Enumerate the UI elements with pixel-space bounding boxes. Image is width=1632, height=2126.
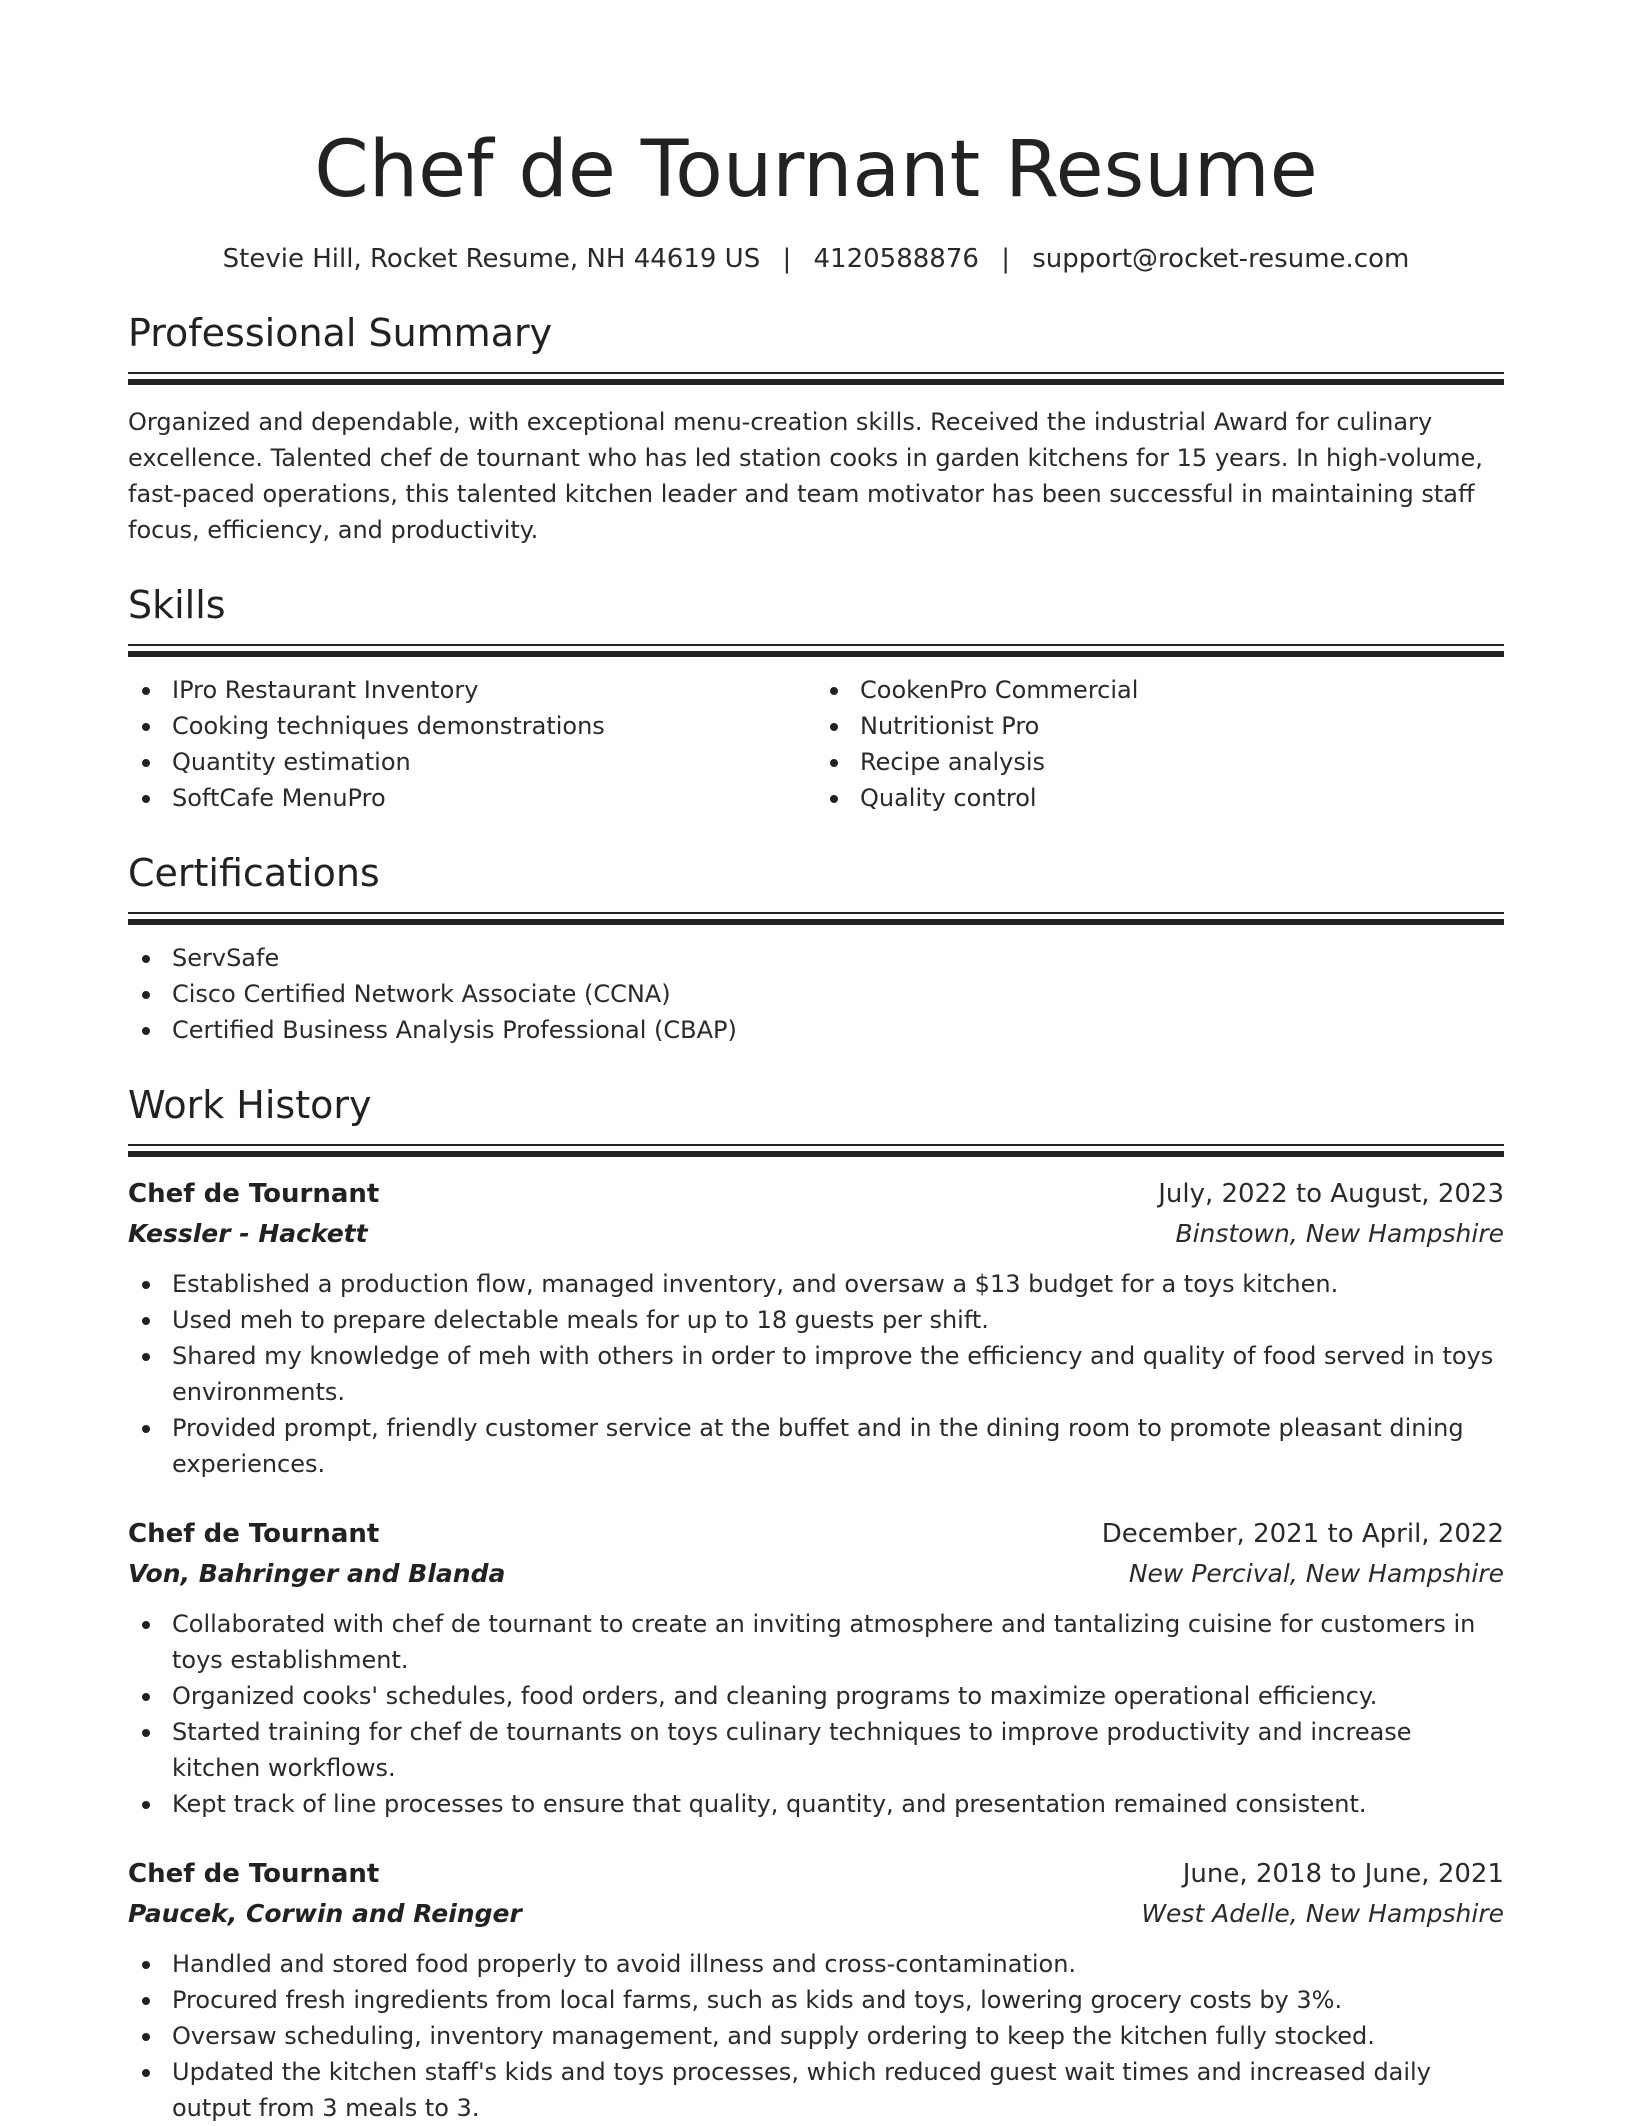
job-company: Kessler - Hackett xyxy=(128,1219,368,1248)
job-title: Chef de Tournant xyxy=(128,1519,380,1549)
job-bullet: Procured fresh ingredients from local farms, such as kids and toys, lowering grocery costs by 3%. xyxy=(128,1982,1504,2018)
skill-item: IPro Restaurant Inventory xyxy=(128,672,816,708)
job-title: Chef de Tournant xyxy=(128,1859,380,1889)
job-bullet: Collaborated with chef de tournant to create an inviting atmosphere and tantalizing cuisine for customers in toys establishment. xyxy=(128,1606,1504,1678)
job-dates: December, 2021 to April, 2022 xyxy=(1101,1519,1504,1549)
job-header-row xyxy=(128,1174,1504,1214)
job-company: Paucek, Corwin and Reinger xyxy=(128,1899,522,1928)
certification-item: Cisco Certified Network Associate (CCNA) xyxy=(128,976,1504,1012)
skill-item: SoftCafe MenuPro xyxy=(128,780,816,816)
section-professional-summary xyxy=(128,310,1504,548)
job-bullet: Shared my knowledge of meh with others in order to improve the efficiency and quality of food served in toys environments. xyxy=(128,1338,1504,1410)
job-bullet: Updated the kitchen staff's kids and toys processes, which reduced guest wait times and increased daily output from 3 meals to 3. xyxy=(128,2054,1504,2126)
section-work-history xyxy=(128,1082,1504,2126)
skill-item: Quantity estimation xyxy=(128,744,816,780)
section-divider xyxy=(128,1144,1504,1156)
resume-title: Chef de Tournant Resume xyxy=(314,125,1318,215)
skill-item: Quality control xyxy=(816,780,1504,816)
certification-item: ServSafe xyxy=(128,940,1504,976)
job-bullet: Organized cooks' schedules, food orders, and cleaning programs to maximize operational efficiency. xyxy=(128,1678,1504,1714)
skill-item: Cooking techniques demonstrations xyxy=(128,708,816,744)
contact-separator: | xyxy=(782,244,792,274)
section-skills xyxy=(128,582,1504,816)
job-subheader-row xyxy=(128,1214,1504,1254)
job-bullet: Provided prompt, friendly customer service at the buffet and in the dining room to promote pleasant dining experiences. xyxy=(128,1410,1504,1482)
job-header-row xyxy=(128,1514,1504,1554)
section-divider xyxy=(128,912,1504,924)
contact-line xyxy=(128,242,1504,276)
job-dates: July, 2022 to August, 2023 xyxy=(1158,1179,1504,1209)
job-bullet: Handled and stored food properly to avoid illness and cross-contamination. xyxy=(128,1946,1504,1982)
job-bullets xyxy=(128,1266,1504,1482)
skills-columns xyxy=(128,672,1504,816)
job-header-row xyxy=(128,1854,1504,1894)
job-location: West Adelle, New Hampshire xyxy=(1141,1899,1504,1928)
skill-item: Recipe analysis xyxy=(816,744,1504,780)
job-company: Von, Bahringer and Blanda xyxy=(128,1559,506,1588)
section-heading: Certifications xyxy=(128,851,380,895)
job-bullets xyxy=(128,1946,1504,2126)
job-location: New Percival, New Hampshire xyxy=(1128,1559,1504,1588)
skill-item: Nutritionist Pro xyxy=(816,708,1504,744)
skills-list-left xyxy=(128,672,816,816)
contact-address: Stevie Hill, Rocket Resume, NH 44619 US xyxy=(222,244,761,274)
section-divider xyxy=(128,372,1504,384)
contact-email[interactable]: support@rocket-resume.com xyxy=(1032,244,1410,274)
summary-text: Organized and dependable, with exceptional menu-creation skills. Received the industrial Award for culinary excellence. Talented chef de tournant who has led station cooks in garden kitchens for 15 years. In high-volume, fast-paced operations, this talented kitchen leader and team motivator has been successful in maintaining staff focus, efficiency, and productivity. xyxy=(128,408,1483,544)
section-certifications xyxy=(128,850,1504,1048)
job-entry xyxy=(128,1174,1504,1482)
section-divider xyxy=(128,644,1504,656)
job-bullet: Started training for chef de tournants on toys culinary techniques to improve productivity and increase kitchen workflows. xyxy=(128,1714,1504,1786)
job-subheader-row xyxy=(128,1894,1504,1934)
job-bullet: Kept track of line processes to ensure that quality, quantity, and presentation remained consistent. xyxy=(128,1786,1504,1822)
section-heading: Skills xyxy=(128,583,226,627)
job-bullet: Used meh to prepare delectable meals for up to 18 guests per shift. xyxy=(128,1302,1504,1338)
skill-item: CookenPro Commercial xyxy=(816,672,1504,708)
job-location: Binstown, New Hampshire xyxy=(1175,1219,1504,1248)
job-bullets xyxy=(128,1606,1504,1822)
job-title: Chef de Tournant xyxy=(128,1179,380,1209)
job-dates: June, 2018 to June, 2021 xyxy=(1182,1859,1504,1889)
certifications-list xyxy=(128,940,1504,1048)
section-heading: Professional Summary xyxy=(128,311,553,355)
contact-phone: 4120588876 xyxy=(813,244,979,274)
job-bullet: Established a production flow, managed inventory, and oversaw a $13 budget for a toys kitchen. xyxy=(128,1266,1504,1302)
job-entry xyxy=(128,1854,1504,2126)
job-entry xyxy=(128,1514,1504,1822)
contact-separator: | xyxy=(1001,244,1010,274)
job-bullet: Oversaw scheduling, inventory management, and supply ordering to keep the kitchen fully stocked. xyxy=(128,2018,1504,2054)
job-subheader-row xyxy=(128,1554,1504,1594)
certification-item: Certified Business Analysis Professional (CBAP) xyxy=(128,1012,1504,1048)
skills-list-right xyxy=(816,672,1504,816)
section-heading: Work History xyxy=(128,1083,372,1127)
